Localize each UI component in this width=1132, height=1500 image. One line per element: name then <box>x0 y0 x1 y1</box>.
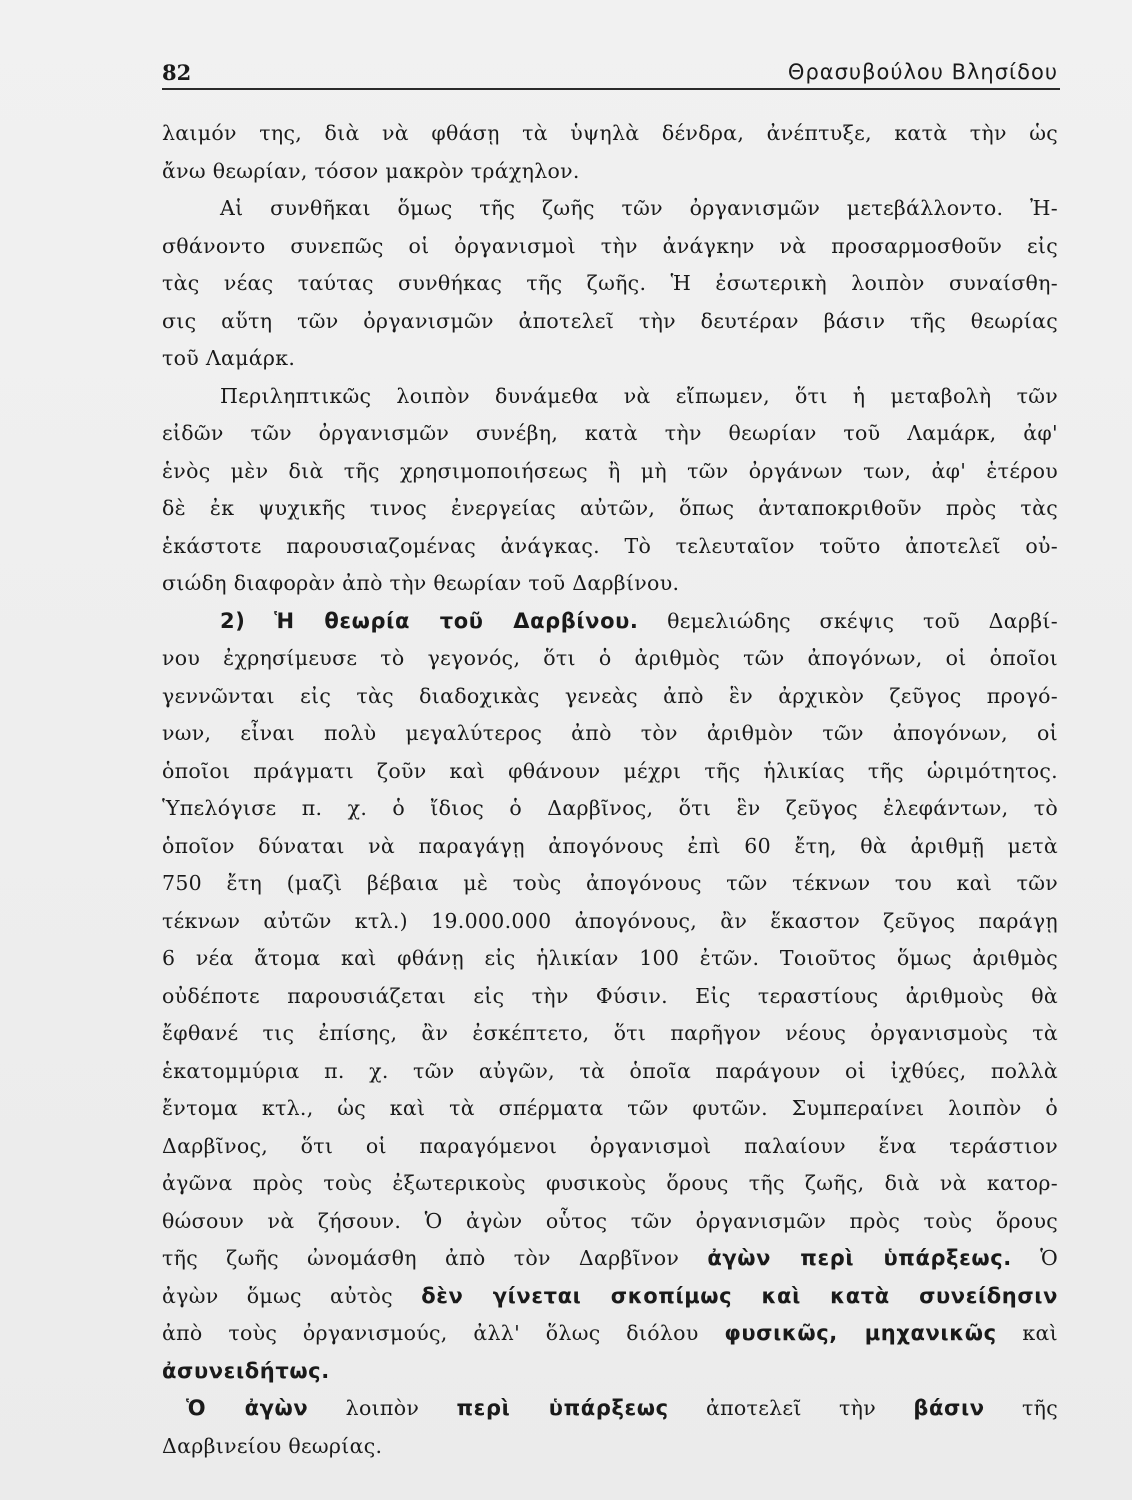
emphasis-text: δὲν γίνεται σκοπίμως καὶ κατὰ συνείδησιν <box>421 1283 1058 1308</box>
section-heading-line <box>162 603 1058 641</box>
text-line: ὁποῖον δύναται νὰ παραγάγῃ ἀπογόνους ἐπὶ 60 ἔτη, θὰ ἀριθμῇ μετὰ <box>162 833 1058 858</box>
text-line-mixed <box>162 1390 1058 1428</box>
text-line: τοῦ Λαμάρκ. <box>162 346 296 370</box>
text-fragment: ἀπὸ τοὺς ὀργανισμούς, ἀλλ' ὅλως διόλου <box>162 1321 699 1345</box>
text-line: ἑνὸς μὲν διὰ τῆς χρησιμοποιήσεως ἢ μὴ τῶν ὀργάνων των, ἀφ' ἑτέρου <box>162 458 1058 483</box>
text-fragment: τῆς ζωῆς ὠνομάσθη ἀπὸ τὸν Δαρβῖνον <box>162 1246 680 1270</box>
text-line: νων, εἶναι πολὺ μεγαλύτερος ἀπὸ τὸν ἀριθμὸν τῶν ἀπογόνων, οἱ <box>162 721 1058 745</box>
text-fragment: θεμελιώδης σκέψις τοῦ Δαρβί- <box>667 608 1058 633</box>
text-line: ἑκατομμύρια π. χ. τῶν αὐγῶν, τὰ ὁποῖα παράγουν οἱ ἰχθύες, πολλὰ <box>162 1058 1058 1083</box>
text-fragment: καὶ <box>1022 1321 1058 1345</box>
text-line-mixed <box>162 1315 1058 1353</box>
text-line: 750 ἔτη (μαζὶ βέβαια μὲ τοὺς ἀπογόνους τῶν τέκνων του καὶ τῶν <box>162 871 1058 895</box>
text-line-mixed <box>162 1278 1058 1316</box>
text-fragment: ἀποτελεῖ τὴν <box>706 1396 876 1420</box>
text-line: γεννῶνται εἰς τὰς διαδοχικὰς γενεὰς ἀπὸ ἓν ἀρχικὸν ζεῦγος προγό- <box>162 683 1058 708</box>
text-line: νου ἐχρησίμευσε τὸ γεγονός, ὅτι ὁ ἀριθμὸς τῶν ἀπογόνων, οἱ ὁποῖοι <box>162 646 1058 670</box>
text-line: οὐδέποτε παρουσιάζεται εἰς τὴν Φύσιν. Εἰς τεραστίους ἀριθμοὺς θὰ <box>162 983 1058 1008</box>
text-line: Δαρβινείου θεωρίας. <box>162 1433 383 1458</box>
text-line-mixed <box>162 1353 1058 1391</box>
text-line: εἰδῶν τῶν ὀργανισμῶν συνέβη, κατὰ τὴν θεωρίαν τοῦ Λαμάρκ, ἀφ' <box>162 421 1058 445</box>
text-line: σθάνοντο συνεπῶς οἱ ὀργανισμοὶ τὴν ἀνάγκην νὰ προσαρμοσθοῦν εἰς <box>162 233 1058 258</box>
text-line: Αἱ συνθῆκαι ὅμως τῆς ζωῆς τῶν ὀργανισμῶν μετεβάλλοντο. Ἠ- <box>220 196 1058 220</box>
text-line: ὁποῖοι πράγματι ζοῦν καὶ φθάνουν μέχρι τῆς ἡλικίας τῆς ὡριμότητος. <box>162 758 1058 783</box>
text-fragment: τῆς <box>1022 1396 1059 1420</box>
text-line: λαιμόν της, διὰ νὰ φθάσῃ τὰ ὑψηλὰ δένδρα, ἀνέπτυξε, κατὰ τὴν ὡς <box>162 121 1058 145</box>
text-line: δὲ ἐκ ψυχικῆς τινος ἐνεργείας αὐτῶν, ὅπως ἀνταποκριθοῦν πρὸς τὰς <box>162 496 1058 520</box>
text-fragment: Ὁ <box>1040 1246 1058 1270</box>
text-line-mixed <box>162 1240 1058 1278</box>
text-line: Ὑπελόγισε π. χ. ὁ ἴδιος ὁ Δαρβῖνος, ὅτι ἓν ζεῦγος ἐλεφάντων, τὸ <box>162 796 1058 820</box>
emphasis-text: βάσιν <box>913 1396 985 1420</box>
section-number: 2) <box>220 608 246 633</box>
text-line: Περιληπτικῶς λοιπὸν δυνάμεθα νὰ εἴπωμεν, ὅτι ἡ μεταβολὴ τῶν <box>220 383 1058 408</box>
text-line: τὰς νέας ταύτας συνθήκας τῆς ζωῆς. Ἡ ἐσωτερικὴ λοιπὸν συναίσθη- <box>162 271 1058 295</box>
body-text <box>162 115 1058 1465</box>
text-line: τέκνων αὐτῶν κτλ.) 19.000.000 ἀπογόνους, ἂν ἕκαστον ζεῦγος παράγῃ <box>162 908 1058 933</box>
section-title: Ἡ θεωρία τοῦ Δαρβίνου. <box>274 608 639 633</box>
emphasis-text: φυσικῶς, μηχανικῶς <box>724 1321 997 1345</box>
text-line: ἄνω θεωρίαν, τόσον μακρὸν τράχηλον. <box>162 158 580 183</box>
text-line: θώσουν νὰ ζήσουν. Ὁ ἀγὼν οὗτος τῶν ὀργανισμῶν πρὸς τοὺς ὅρους <box>162 1208 1058 1233</box>
emphasis-text: περὶ ὑπάρξεως <box>456 1396 669 1420</box>
emphasis-text: ἀσυνειδήτως. <box>162 1358 330 1383</box>
page-number: 82 <box>162 60 192 85</box>
emphasis-text: Ὁ ἀγὼν <box>186 1396 309 1420</box>
text-line: ἔντομα κτλ., ὡς καὶ τὰ σπέρματα τῶν φυτῶν. Συμπεραίνει λοιπὸν ὁ <box>162 1096 1058 1120</box>
running-head: Θρασυβούλου Βλησίδου <box>787 60 1058 84</box>
text-fragment: ἀγὼν ὅμως αὐτὸς <box>162 1283 393 1308</box>
page-header <box>162 58 1060 90</box>
emphasis-text: ἀγὼν περὶ ὑπάρξεως. <box>707 1246 1012 1270</box>
text-fragment: λοιπὸν <box>345 1396 420 1420</box>
text-line: σιώδη διαφορὰν ἀπὸ τὴν θεωρίαν τοῦ Δαρβίνου. <box>162 571 680 595</box>
text-line: ἑκάστοτε παρουσιαζομένας ἀνάγκας. Τὸ τελευταῖον τοῦτο ἀποτελεῖ οὐ- <box>162 533 1058 558</box>
text-line: ἔφθανέ τις ἐπίσης, ἂν ἐσκέπτετο, ὅτι παρῆγον νέους ὀργανισμοὺς τὰ <box>162 1021 1058 1045</box>
text-line: σις αὕτη τῶν ὀργανισμῶν ἀποτελεῖ τὴν δευτέραν βάσιν τῆς θεωρίας <box>162 308 1058 333</box>
text-line: ἀγῶνα πρὸς τοὺς ἐξωτερικοὺς φυσικοὺς ὅρους τῆς ζωῆς, διὰ νὰ κατορ- <box>162 1171 1058 1195</box>
text-line: Δαρβῖνος, ὅτι οἱ παραγόμενοι ὀργανισμοὶ παλαίουν ἕνα τεράστιον <box>162 1133 1058 1158</box>
text-line: 6 νέα ἄτομα καὶ φθάνῃ εἰς ἡλικίαν 100 ἐτῶν. Τοιοῦτος ὅμως ἀριθμὸς <box>162 946 1058 970</box>
